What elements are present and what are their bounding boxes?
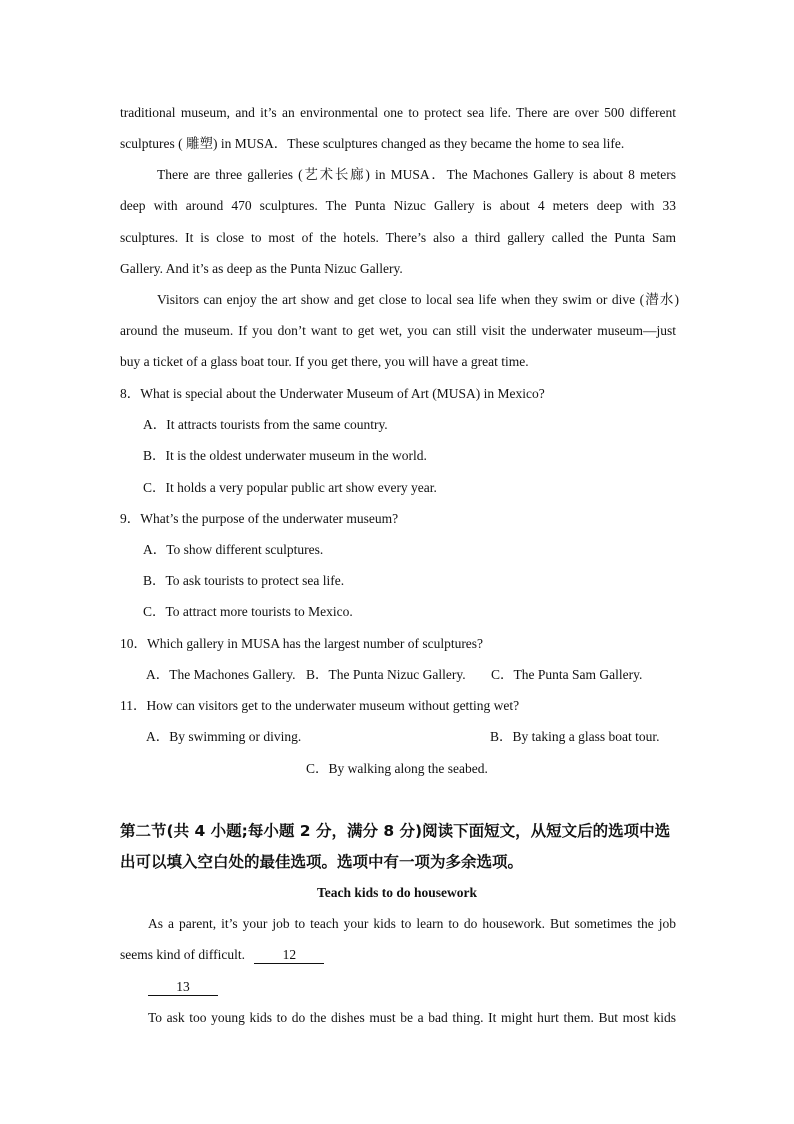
passage-line-1: traditional museum, and it’s an environmental one to protect sea life. There are over 500 different — [120, 105, 676, 120]
passage-line-2: sculptures ( 雕塑) in MUSA．These sculptures changed as they became the home to sea life. — [120, 136, 625, 151]
passage-line-3: There are three galleries (艺术长廊) in MUSA．The Machones Gallery is about 8 meters — [157, 167, 676, 182]
blank-12: 12 — [254, 947, 324, 964]
passage-title: Teach kids to do housework — [316, 885, 478, 900]
question-10-option-a: A．The Machones Gallery. — [146, 667, 296, 682]
passage-line-4: deep with around 470 sculptures. The Punta Nizuc Gallery is about 4 meters deep with 33 — [120, 198, 676, 213]
passage-2-line-3 — [148, 977, 218, 997]
question-11-option-b: B．By taking a glass boat tour. — [490, 729, 660, 744]
passage-2-line-4: To ask too young kids to do the dishes must be a bad thing. It might hurt them. But most kids — [148, 1010, 676, 1025]
question-9-stem: 9．What’s the purpose of the underwater museum? — [120, 511, 399, 526]
blank-13: 13 — [148, 979, 218, 996]
question-11-stem: 11．How can visitors get to the underwater museum without getting wet? — [120, 698, 520, 713]
passage-line-8: around the museum. If you don’t want to get wet, you can still visit the underwater museum—just — [120, 323, 676, 338]
passage-2-line-2 — [120, 945, 324, 965]
section-2-heading-line-1: 第二节(共 4 小题;每小题 2 分，满分 8 分)阅读下面短文，从短文后的选项中选 — [120, 822, 671, 840]
question-9-option-b: B．To ask tourists to protect sea life. — [143, 573, 345, 588]
question-8-option-c: C．It holds a very popular public art show every year. — [143, 480, 437, 495]
question-10-option-b: B．The Punta Nizuc Gallery. — [306, 667, 466, 682]
passage-line-7: Visitors can enjoy the art show and get close to local sea life when they swim or dive (潜水) — [157, 292, 679, 307]
passage-2-line-2-text: seems kind of difficult. — [120, 947, 245, 962]
question-10-option-c: C．The Punta Sam Gallery. — [491, 667, 643, 682]
question-10-stem: 10．Which gallery in MUSA has the largest number of sculptures? — [120, 636, 484, 651]
question-11-option-a: A．By swimming or diving. — [146, 729, 302, 744]
question-9-option-a: A．To show different sculptures. — [143, 542, 324, 557]
question-11-option-c: C．By walking along the seabed. — [306, 761, 488, 776]
passage-2-line-1: As a parent, it’s your job to teach your kids to learn to do housework. But sometimes the job — [148, 916, 676, 931]
passage-line-5: sculptures. It is close to most of the hotels. There’s also a third gallery called the Punta Sam — [120, 230, 676, 245]
question-8-stem: 8．What is special about the Underwater Museum of Art (MUSA) in Mexico? — [120, 386, 545, 401]
question-8-option-b: B．It is the oldest underwater museum in the world. — [143, 448, 427, 463]
question-8-option-a: A．It attracts tourists from the same country. — [143, 417, 388, 432]
section-2-heading-line-2: 出可以填入空白处的最佳选项。选项中有一项为多余选项。 — [120, 853, 524, 871]
question-9-option-c: C．To attract more tourists to Mexico. — [143, 604, 353, 619]
passage-line-6: Gallery. And it’s as deep as the Punta Nizuc Gallery. — [120, 261, 403, 276]
passage-line-9: buy a ticket of a glass boat tour. If you get there, you will have a great time. — [120, 354, 529, 369]
